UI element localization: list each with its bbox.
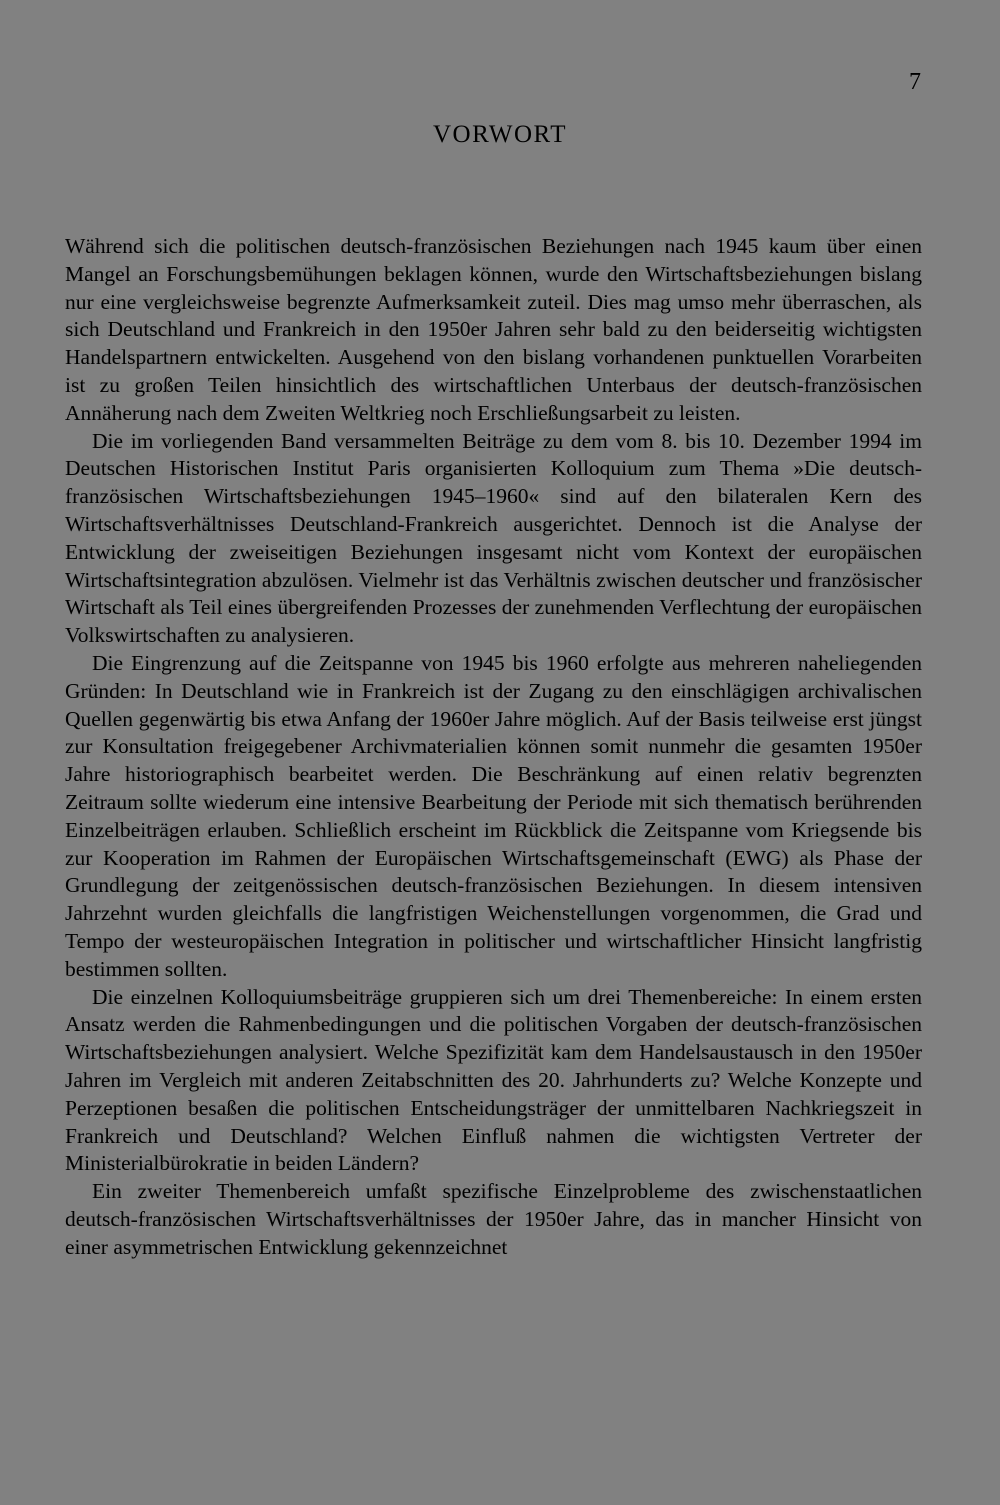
page-number: 7 <box>909 69 921 95</box>
paragraph-4: Die einzelnen Kolloquiumsbeiträge gruppieren sich um drei Themenbereiche: In einem ersten Ansatz werden die Rahmenbedingungen und die politischen Vorgaben der deutsch-französischen Wirtschaftsbeziehungen analysiert. Welche Spezifizität kam dem Handelsaustausch in den 1950er Jahren im Vergleich mit anderen Zeitabschnitten des 20. Jahrhunderts zu? Welche Konzepte und Perzeptionen besaßen die politischen Entscheidungsträger der unmittelbaren Nachkriegszeit in Frankreich und Deutschland? Welchen Einfluß nahmen die wichtigsten Vertreter der Ministerialbürokratie in beiden Ländern? <box>65 984 922 1176</box>
paragraph-2: Die im vorliegenden Band versammelten Beiträge zu dem vom 8. bis 10. Dezember 1994 im Deutschen Historischen Institut Paris organisierten Kolloquium zum Thema »Die deutsch-französischen Wirtschaftsbeziehungen 1945–1960« sind auf den bilateralen Kern des Wirtschaftsverhältnisses Deutschland-Frankreich ausgerichtet. Dennoch ist die Analyse der Entwicklung der zweiseitigen Beziehungen insgesamt nicht vom Kontext der europäischen Wirtschaftsintegration abzulösen. Vielmehr ist das Verhältnis zwischen deutscher und französischer Wirtschaft als Teil eines übergreifenden Prozesses der zunehmenden Verflechtung der europäischen Volkswirtschaften zu analysieren. <box>65 428 922 648</box>
body-text <box>65 233 922 1261</box>
paragraph-1: Während sich die politischen deutsch-französischen Beziehungen nach 1945 kaum über einen Mangel an Forschungsbemühungen beklagen können, wurde den Wirtschaftsbeziehungen bislang nur eine vergleichsweise begrenzte Aufmerksamkeit zuteil. Dies mag umso mehr überraschen, als sich Deutschland und Frankreich in den 1950er Jahren sehr bald zu den beiderseitig wichtigsten Handelspartnern entwickelten. Ausgehend von den bislang vorhandenen punktuellen Vorarbeiten ist zu großen Teilen hinsichtlich des wirtschaftlichen Unterbaus der deutsch-französischen Annäherung nach dem Zweiten Weltkrieg noch Erschließungsarbeit zu leisten. <box>65 234 922 425</box>
page-title: VORWORT <box>433 121 567 148</box>
paragraph-5: Ein zweiter Themenbereich umfaßt spezifische Einzelprobleme des zwischenstaatlichen deutsch-französischen Wirtschaftsverhältnisses der 1950er Jahre, das in mancher Hinsicht von einer asymmetrischen Entwicklung gekennzeichnet <box>65 1179 922 1259</box>
paragraph-3: Die Eingrenzung auf die Zeitspanne von 1945 bis 1960 erfolgte aus mehreren naheliegenden Gründen: In Deutschland wie in Frankreich ist der Zugang zu den einschlägigen archivalischen Quellen gegenwärtig bis etwa Anfang der 1960er Jahre möglich. Auf der Basis teilweise erst jüngst zur Konsultation freigegebener Archivmaterialien können somit nunmehr die gesamten 1950er Jahre historiographisch bearbeitet werden. Die Beschränkung auf einen relativ begrenzten Zeitraum sollte wiederum eine intensive Bearbeitung der Periode mit sich thematisch berührenden Einzelbeiträgen erlauben. Schließlich erscheint im Rückblick die Zeitspanne vom Kriegsende bis zur Kooperation im Rahmen der Europäischen Wirtschaftsgemeinschaft (EWG) als Phase der Grundlegung der zeitgenössischen deutsch-französischen Beziehungen. In diesem intensiven Jahrzehnt wurden gleichfalls die langfristigen Weichenstellungen vorgenommen, die Grad und Tempo der westeuropäischen Integration in politischer und wirtschaftlicher Hinsicht langfristig bestimmen sollten. <box>65 650 922 981</box>
